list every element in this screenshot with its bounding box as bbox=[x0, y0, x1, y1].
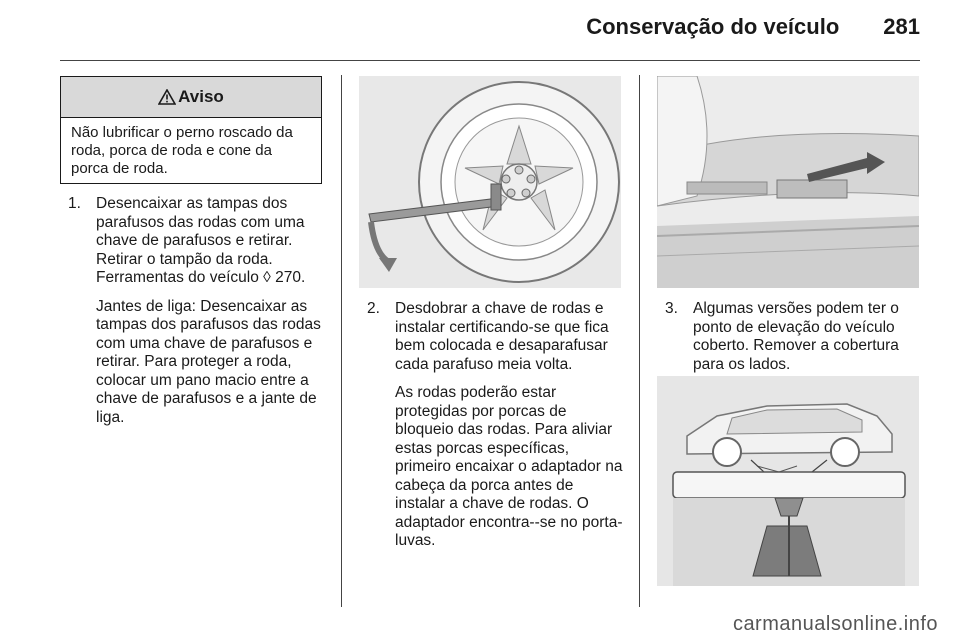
step-number: 1. bbox=[68, 195, 81, 212]
warning-box bbox=[60, 76, 322, 184]
step-number: 2. bbox=[367, 300, 380, 317]
column-divider bbox=[639, 75, 640, 607]
step-text: Jantes de liga: Desencaixar as tampas dos parafusos das rodas com uma chave de parafusos e retirar. Para proteger a roda, colocar um pano macio entre a chave de parafusos e a jante de liga. bbox=[96, 297, 321, 426]
column-divider bbox=[341, 75, 342, 607]
step-1 bbox=[68, 195, 324, 437]
step-2 bbox=[367, 300, 625, 561]
warning-triangle-icon bbox=[158, 89, 176, 105]
warning-text: Não lubrificar o perno roscado da roda, porca de roda e cone da porca de roda. bbox=[71, 124, 293, 177]
page-header bbox=[60, 14, 920, 44]
car-jack-illustration bbox=[657, 376, 919, 586]
step-number: 3. bbox=[665, 300, 678, 317]
jacking-point-illustration bbox=[657, 76, 919, 288]
warning-header bbox=[61, 77, 321, 118]
wheel-wrench-illustration bbox=[359, 76, 621, 288]
section-title: Conservação do veículo bbox=[586, 14, 840, 39]
warning-label: Aviso bbox=[178, 87, 224, 106]
step-text: Desencaixar as tampas dos parafusos das rodas com uma chave de parafusos e retirar. Retirar o tampão da roda. Ferramentas do veículo ◊ 270. bbox=[96, 195, 306, 286]
step-text: Algumas versões podem ter o ponto de elevação do veículo coberto. Remover a cobertura para os lados. bbox=[693, 300, 899, 373]
header-rule bbox=[60, 60, 920, 61]
step-3 bbox=[665, 300, 923, 384]
step-text: Desdobrar a chave de rodas e instalar certificando-se que fica bem colocada e desaparafusar cada parafuso meia volta. bbox=[395, 300, 609, 373]
page-number: 281 bbox=[883, 14, 920, 39]
footer-watermark: carmanualsonline.info bbox=[732, 613, 938, 635]
step-text: As rodas poderão estar protegidas por porcas de bloqueio das rodas. Para aliviar estas porcas específicas, primeiro encaixar o adaptador na cabeça da porca antes de instalar a chave de rodas. O adaptador encontra--se no porta-luvas. bbox=[395, 384, 623, 549]
